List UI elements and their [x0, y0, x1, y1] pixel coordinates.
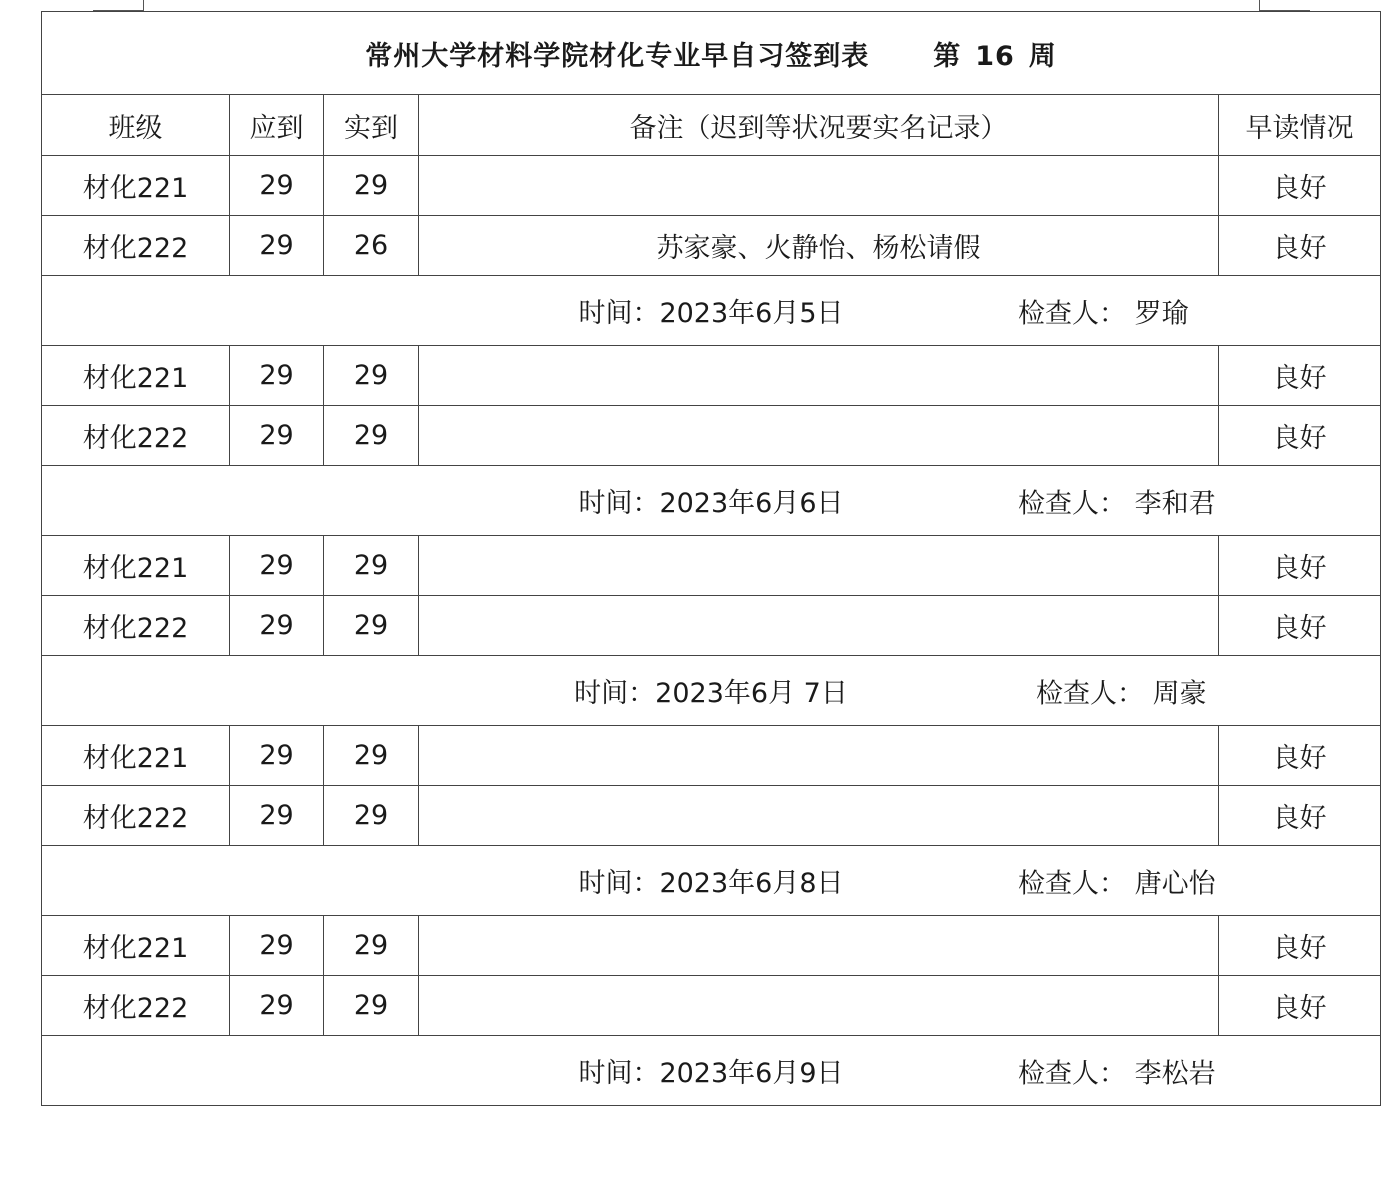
cell-expected: 29	[230, 976, 324, 1036]
date-cell	[42, 276, 1381, 346]
inspector-label: 检查人： 周豪	[1036, 678, 1207, 709]
header-row	[42, 95, 1381, 156]
date-row	[42, 846, 1381, 916]
cell-expected: 29	[230, 156, 324, 216]
date-row	[42, 466, 1381, 536]
table-row	[42, 156, 1381, 216]
sign-in-sheet	[41, 11, 1381, 1106]
cell-expected: 29	[230, 216, 324, 276]
cell-class: 材化221	[42, 536, 230, 596]
date-cell	[42, 656, 1381, 726]
inspector-label: 检查人： 李松岩	[1018, 1058, 1216, 1089]
cell-status: 良好	[1219, 406, 1381, 466]
date-label: 时间：2023年6月5日	[578, 298, 844, 329]
cell-class: 材化221	[42, 916, 230, 976]
date-row	[42, 1036, 1381, 1106]
cell-note	[419, 156, 1219, 216]
date-label: 时间：2023年6月 7日	[574, 678, 848, 709]
cell-actual: 29	[324, 726, 419, 786]
table-row	[42, 726, 1381, 786]
cell-status: 良好	[1219, 536, 1381, 596]
cell-status: 良好	[1219, 976, 1381, 1036]
cell-expected: 29	[230, 786, 324, 846]
table-row	[42, 916, 1381, 976]
cell-note	[419, 726, 1219, 786]
cell-note	[419, 536, 1219, 596]
cell-class: 材化222	[42, 786, 230, 846]
cell-note	[419, 916, 1219, 976]
title-row	[42, 12, 1381, 95]
cell-class: 材化222	[42, 406, 230, 466]
cell-actual: 29	[324, 156, 419, 216]
table-row	[42, 216, 1381, 276]
date-row	[42, 276, 1381, 346]
date-row	[42, 656, 1381, 726]
cell-note	[419, 976, 1219, 1036]
sheet-title: 常州大学材料学院材化专业早自习签到表	[365, 40, 870, 72]
cell-status: 良好	[1219, 596, 1381, 656]
cell-actual: 29	[324, 596, 419, 656]
cell-actual: 29	[324, 346, 419, 406]
cell-class: 材化222	[42, 976, 230, 1036]
header-notes: 备注（迟到等状况要实名记录）	[419, 95, 1219, 156]
cell-class: 材化222	[42, 216, 230, 276]
inspector-label: 检查人： 罗瑜	[1018, 298, 1189, 329]
cell-status: 良好	[1219, 156, 1381, 216]
date-label: 时间：2023年6月8日	[578, 868, 844, 899]
cell-actual: 29	[324, 976, 419, 1036]
table-row	[42, 536, 1381, 596]
cell-note: 苏家豪、火静怡、杨松请假	[419, 216, 1219, 276]
cell-status: 良好	[1219, 786, 1381, 846]
header-status: 早读情况	[1219, 95, 1381, 156]
table-row	[42, 786, 1381, 846]
cell-class: 材化221	[42, 346, 230, 406]
cell-status: 良好	[1219, 916, 1381, 976]
cell-class: 材化221	[42, 726, 230, 786]
table-row	[42, 346, 1381, 406]
cell-note	[419, 786, 1219, 846]
cell-status: 良好	[1219, 216, 1381, 276]
cell-actual: 29	[324, 916, 419, 976]
date-label: 时间：2023年6月6日	[578, 488, 844, 519]
week-number: 16	[975, 40, 1015, 72]
title-cell	[42, 12, 1381, 95]
header-expected: 应到	[230, 95, 324, 156]
cell-expected: 29	[230, 726, 324, 786]
cell-expected: 29	[230, 596, 324, 656]
cell-expected: 29	[230, 916, 324, 976]
cell-note	[419, 406, 1219, 466]
date-cell	[42, 466, 1381, 536]
inspector-label: 检查人： 唐心怡	[1018, 868, 1216, 899]
cell-class: 材化222	[42, 596, 230, 656]
cell-actual: 29	[324, 536, 419, 596]
cell-status: 良好	[1219, 346, 1381, 406]
table-row	[42, 976, 1381, 1036]
header-actual: 实到	[324, 95, 419, 156]
cell-status: 良好	[1219, 726, 1381, 786]
cell-note	[419, 596, 1219, 656]
week-label-suffix: 周	[1028, 40, 1057, 72]
table-row	[42, 596, 1381, 656]
date-cell	[42, 846, 1381, 916]
cell-actual: 26	[324, 216, 419, 276]
page-corner-mark-left	[93, 0, 144, 11]
page-corner-mark-right	[1259, 0, 1310, 11]
week-label-prefix: 第	[933, 40, 962, 72]
date-cell	[42, 1036, 1381, 1106]
cell-expected: 29	[230, 406, 324, 466]
sheet-body	[42, 12, 1381, 1106]
cell-note	[419, 346, 1219, 406]
date-label: 时间：2023年6月9日	[578, 1058, 844, 1089]
header-class: 班级	[42, 95, 230, 156]
cell-class: 材化221	[42, 156, 230, 216]
cell-expected: 29	[230, 346, 324, 406]
cell-expected: 29	[230, 536, 324, 596]
table-row	[42, 406, 1381, 466]
cell-actual: 29	[324, 786, 419, 846]
inspector-label: 检查人： 李和君	[1018, 488, 1216, 519]
cell-actual: 29	[324, 406, 419, 466]
